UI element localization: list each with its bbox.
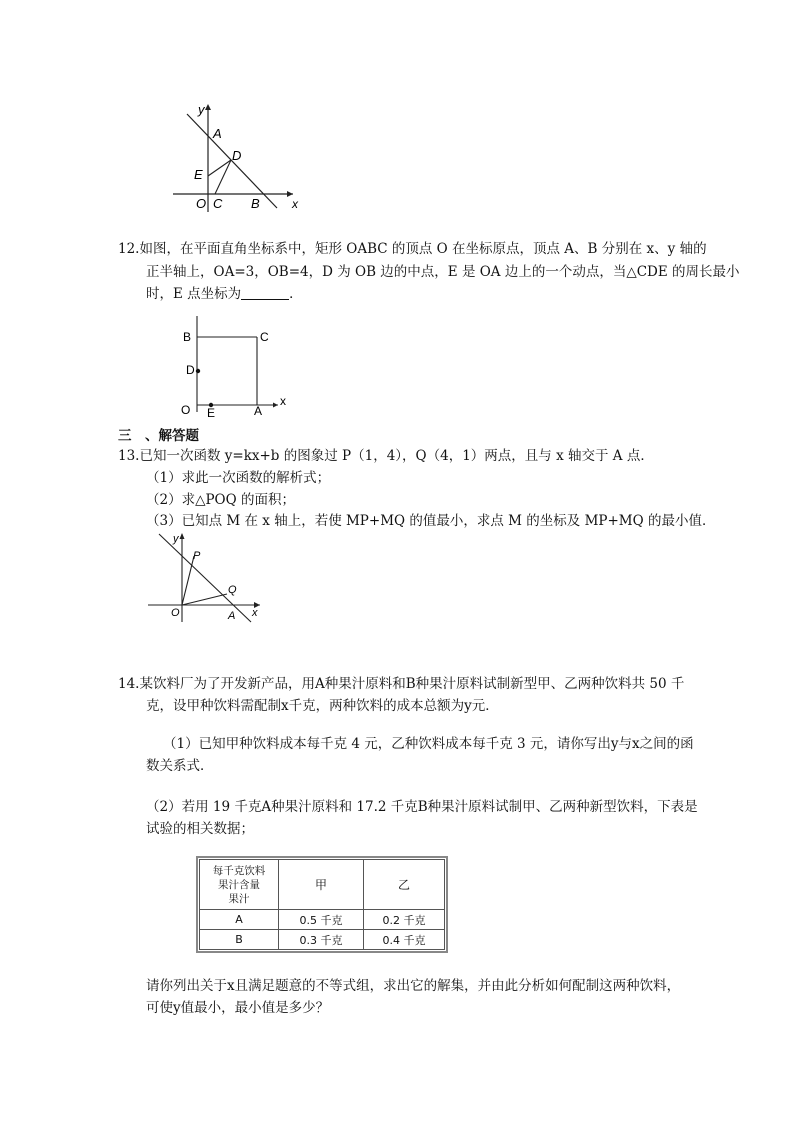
table-corner-header [200, 860, 279, 910]
q12-line3 [146, 283, 303, 305]
q14-end-line2: 可使y值最小，最小值是多少？ [146, 1000, 330, 1016]
corner-line-1: 每千克饮料 [212, 864, 266, 877]
q13-sub1: （1）求此一次函数的解析式； [146, 470, 331, 486]
label-a: A [254, 404, 263, 418]
figure-line-pq [145, 530, 270, 625]
label-o: O [196, 196, 207, 211]
q14-line2: 克，设甲种饮料需配制x千克，两种饮料的成本总额为y元． [146, 698, 499, 714]
y-axis-arrow [180, 533, 185, 539]
segment-oq [182, 594, 227, 605]
label-y: y [198, 102, 205, 117]
q12-line2: 正半轴上，OA=3，OB=4，D 为 OB 边的中点，E 是 OA 边上的一个动点，当△CDE 的周长最小 [146, 264, 740, 280]
corner-line-2: 果汁含量 [218, 878, 260, 891]
q14-part2-line2: 试验的相关数据； [146, 821, 254, 837]
label-c: C [260, 330, 269, 344]
q13-sub2: （2）求△POQ 的面积； [146, 492, 295, 508]
q12-line3-end: ． [289, 286, 303, 302]
q14-line1: 14.某饮料厂为了开发新产品，用A种果汁原料和B种果汁原料试制新型甲、乙两种饮料共 50 千 [118, 676, 685, 692]
cell-jia: 0.5 千克 [279, 910, 364, 930]
q13-sub3: （3）已知点 M 在 x 轴上，若使 MP+MQ 的值最小，求点 M 的坐标及 MP+MQ 的最小值． [146, 513, 716, 529]
column-header-jia: 甲 [279, 860, 364, 910]
label-o: O [181, 403, 191, 417]
label-p: P [193, 550, 201, 562]
label-e: E [194, 167, 203, 182]
data-table-frame [196, 856, 448, 953]
figure-rectangle-oabc [176, 310, 296, 422]
label-x: x [252, 607, 258, 619]
table-header-row [200, 860, 445, 910]
cell-yi: 0.4 千克 [364, 930, 445, 950]
q13-stem: 13.已知一次函数 y=kx+b 的图象过 P（1，4），Q（4，1）两点，且与 x 轴交于 A 点． [118, 448, 654, 464]
point-d [196, 369, 200, 373]
label-b: B [183, 330, 192, 344]
q12-line1: 12.如图，在平面直角坐标系中，矩形 OABC 的顶点 O 在坐标原点，顶点 A、B 分别在 x、y 轴的 [118, 241, 707, 257]
label-q: Q [228, 584, 237, 596]
q14-part1-line1: （1）已知甲种饮料成本每千克 4 元，乙种饮料成本每千克 3 元，请你写出y与x之间的函 [163, 736, 694, 752]
q14-part2-line1: （2）若用 19 千克A种果汁原料和 17.2 千克B种果汁原料试制甲、乙两种新型饮料，下表是 [146, 799, 698, 815]
label-a: A [228, 610, 236, 622]
table-row [200, 910, 445, 930]
q14-end-line1: 请你列出关于x且满足题意的不等式组，求出它的解集，并由此分析如何配制这两种饮料， [146, 978, 681, 994]
label-b: B [251, 196, 260, 211]
corner-line-3: 果汁 [228, 892, 250, 905]
q14-part1-line2: 数关系式． [146, 758, 214, 774]
segment-op [182, 556, 194, 605]
label-o: O [171, 607, 180, 619]
section-title: 三 、解答题 [118, 428, 199, 444]
row-name: B [200, 930, 279, 950]
x-axis-arrow [273, 403, 278, 408]
label-a: A [213, 126, 222, 141]
cell-yi: 0.2 千克 [364, 910, 445, 930]
cell-jia: 0.3 千克 [279, 930, 364, 950]
label-d: D [232, 148, 242, 163]
q12-line3-text: 时，E 点坐标为 [146, 286, 242, 302]
label-x: x [292, 197, 298, 211]
figure-triangle-ode [165, 100, 315, 215]
row-name: A [200, 910, 279, 930]
table-row [200, 930, 445, 950]
label-x: x [280, 394, 286, 408]
answer-blank [241, 285, 289, 300]
label-c: C [213, 196, 223, 211]
label-d: D [186, 363, 195, 377]
label-y: y [173, 533, 179, 545]
column-header-yi: 乙 [364, 860, 445, 910]
y-axis-arrow [205, 104, 211, 110]
data-table [199, 859, 445, 950]
label-e: E [207, 406, 216, 420]
